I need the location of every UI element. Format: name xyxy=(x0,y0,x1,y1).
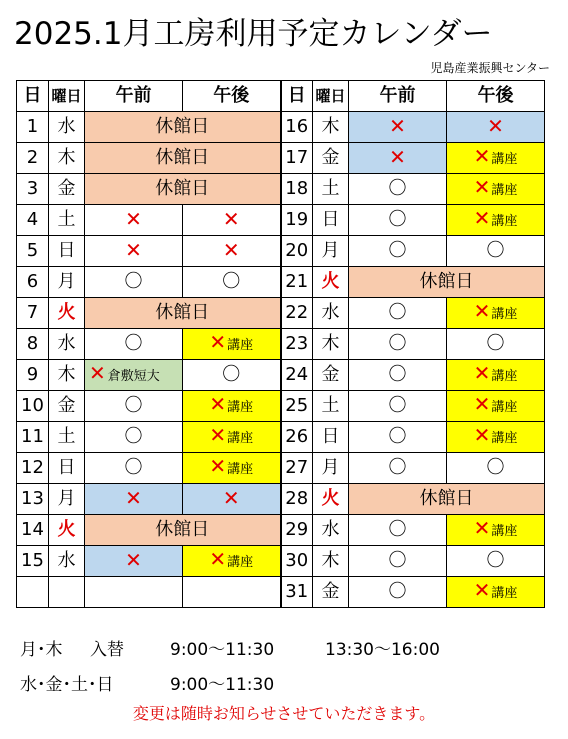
pm-slot xyxy=(447,360,545,391)
pm-slot xyxy=(183,329,281,360)
cross-mark-icon: ✕ xyxy=(389,145,406,169)
pm-slot xyxy=(447,546,545,577)
weekday: 日 xyxy=(313,422,349,453)
pm-slot xyxy=(447,577,545,608)
day-number: 10 xyxy=(17,391,49,422)
header-weekday: 曜日 xyxy=(49,81,85,112)
circle-mark-icon: 〇 xyxy=(388,457,407,478)
hours-note: 入替 xyxy=(90,640,124,660)
circle-mark-icon: 〇 xyxy=(388,240,407,261)
am-slot xyxy=(85,484,183,515)
cross-mark-icon: ✕ xyxy=(222,486,240,510)
day-number: 4 xyxy=(17,205,49,236)
calendar-table xyxy=(16,80,545,608)
table-row xyxy=(17,453,545,484)
day-number: 27 xyxy=(281,453,313,484)
weekday: 月 xyxy=(49,267,85,298)
cross-mark-icon: ✕ xyxy=(487,114,504,138)
am-slot xyxy=(85,546,183,577)
hours-row-weekday-swap xyxy=(20,640,440,660)
day-number: 11 xyxy=(17,422,49,453)
closed-label: 休館日 xyxy=(155,519,210,540)
cross-mark-icon: ✕ xyxy=(473,578,491,602)
day-number: 14 xyxy=(17,515,49,546)
cross-mark-icon: ✕ xyxy=(473,361,491,385)
weekday: 木 xyxy=(49,360,85,391)
weekday: 月 xyxy=(313,236,349,267)
am-slot xyxy=(85,391,183,422)
table-row xyxy=(17,515,545,546)
cross-mark-icon: ✕ xyxy=(125,486,142,510)
circle-mark-icon: 〇 xyxy=(124,395,143,416)
cross-mark-icon: ✕ xyxy=(473,175,491,199)
circle-mark-icon: 〇 xyxy=(388,333,407,354)
lecture-label: 講座 xyxy=(491,586,518,601)
am-slot xyxy=(349,112,447,143)
am-slot xyxy=(85,236,183,267)
cross-mark-icon: ✕ xyxy=(125,238,142,262)
am-slot xyxy=(349,546,447,577)
pm-slot xyxy=(183,205,281,236)
weekday: 木 xyxy=(49,143,85,174)
circle-mark-icon: 〇 xyxy=(486,333,505,354)
closed-cell xyxy=(85,112,281,143)
closed-cell xyxy=(85,143,281,174)
table-row xyxy=(17,236,545,267)
day-number: 21 xyxy=(281,267,313,298)
day-number: 12 xyxy=(17,453,49,484)
weekday: 水 xyxy=(313,298,349,329)
weekday: 金 xyxy=(49,391,85,422)
header-pm: 午後 xyxy=(183,81,281,112)
cross-mark-icon: ✕ xyxy=(125,548,142,572)
circle-mark-icon: 〇 xyxy=(388,364,407,385)
weekday: 水 xyxy=(49,546,85,577)
weekday: 火 xyxy=(313,484,349,515)
header-weekday: 曜日 xyxy=(313,81,349,112)
am-slot xyxy=(85,205,183,236)
table-row xyxy=(17,484,545,515)
circle-mark-icon: 〇 xyxy=(388,581,407,602)
circle-mark-icon: 〇 xyxy=(124,426,143,447)
circle-mark-icon: 〇 xyxy=(124,271,143,292)
organization-name: 児島産業振興センター xyxy=(430,61,550,75)
am-slot xyxy=(85,267,183,298)
table-row xyxy=(17,143,545,174)
header-day: 日 xyxy=(17,81,49,112)
day-number: 19 xyxy=(281,205,313,236)
closed-label: 休館日 xyxy=(419,271,474,292)
cross-mark-icon: ✕ xyxy=(209,454,227,478)
circle-mark-icon: 〇 xyxy=(388,178,407,199)
closed-cell xyxy=(85,515,281,546)
am-slot xyxy=(349,577,447,608)
am-slot xyxy=(349,422,447,453)
weekday: 土 xyxy=(49,422,85,453)
day-number: 29 xyxy=(281,515,313,546)
weekday: 日 xyxy=(313,205,349,236)
cross-mark-icon: ✕ xyxy=(209,330,227,354)
am-slot xyxy=(85,360,183,391)
circle-mark-icon: 〇 xyxy=(388,209,407,230)
am-slot xyxy=(349,515,447,546)
cross-mark-icon: ✕ xyxy=(222,238,240,262)
pm-slot xyxy=(447,422,545,453)
cross-mark-icon: ✕ xyxy=(473,392,491,416)
table-row xyxy=(17,267,545,298)
circle-mark-icon: 〇 xyxy=(388,395,407,416)
day-number: 15 xyxy=(17,546,49,577)
am-slot xyxy=(349,298,447,329)
hours-pm: 13:30～16:00 xyxy=(325,640,440,660)
table-row xyxy=(17,205,545,236)
hours-days: 月･木 xyxy=(20,640,63,660)
weekday: 月 xyxy=(313,453,349,484)
weekday: 金 xyxy=(49,174,85,205)
circle-mark-icon: 〇 xyxy=(124,333,143,354)
cross-mark-icon: ✕ xyxy=(209,423,227,447)
lecture-label: 講座 xyxy=(491,431,518,446)
day-number: 6 xyxy=(17,267,49,298)
day-number: 1 xyxy=(17,112,49,143)
hours-am: 9:00～11:30 xyxy=(170,640,275,660)
pm-slot xyxy=(183,577,281,608)
am-slot xyxy=(85,453,183,484)
cross-mark-icon: ✕ xyxy=(209,547,227,571)
pm-slot xyxy=(183,267,281,298)
header-day: 日 xyxy=(281,81,313,112)
weekday: 土 xyxy=(49,205,85,236)
closed-label: 休館日 xyxy=(419,488,474,509)
hours-am: 9:00～11:30 xyxy=(170,675,275,695)
am-slot xyxy=(349,143,447,174)
day-number: 13 xyxy=(17,484,49,515)
day-number: 16 xyxy=(281,112,313,143)
header-am: 午前 xyxy=(85,81,183,112)
weekday: 日 xyxy=(49,453,85,484)
table-row xyxy=(17,391,545,422)
circle-mark-icon: 〇 xyxy=(486,550,505,571)
cross-mark-icon: ✕ xyxy=(473,299,491,323)
pm-slot xyxy=(447,515,545,546)
table-row xyxy=(17,546,545,577)
day-number: 26 xyxy=(281,422,313,453)
weekday: 水 xyxy=(49,112,85,143)
weekday: 月 xyxy=(49,484,85,515)
circle-mark-icon: 〇 xyxy=(388,550,407,571)
pm-slot xyxy=(447,143,545,174)
circle-mark-icon: 〇 xyxy=(486,240,505,261)
closed-label: 休館日 xyxy=(155,302,210,323)
day-number: 8 xyxy=(17,329,49,360)
day-number: 23 xyxy=(281,329,313,360)
circle-mark-icon: 〇 xyxy=(222,271,241,292)
am-slot xyxy=(349,453,447,484)
lecture-label: 講座 xyxy=(227,555,254,570)
day-number: 7 xyxy=(17,298,49,329)
pm-slot xyxy=(183,484,281,515)
lecture-label: 講座 xyxy=(491,152,518,167)
weekday: 火 xyxy=(49,515,85,546)
am-slot xyxy=(349,329,447,360)
day-number: 30 xyxy=(281,546,313,577)
am-slot xyxy=(349,391,447,422)
hours-row-other xyxy=(20,675,274,695)
cross-mark-icon: ✕ xyxy=(389,114,406,138)
pm-slot xyxy=(183,360,281,391)
pm-slot xyxy=(183,391,281,422)
cross-mark-icon: ✕ xyxy=(209,392,227,416)
day-number: 22 xyxy=(281,298,313,329)
closed-label: 休館日 xyxy=(155,147,210,168)
weekday: 木 xyxy=(313,329,349,360)
weekday xyxy=(49,577,85,608)
header-am: 午前 xyxy=(349,81,447,112)
day-number: 2 xyxy=(17,143,49,174)
closed-cell xyxy=(85,174,281,205)
closed-cell xyxy=(349,267,545,298)
pm-slot xyxy=(447,453,545,484)
pm-slot xyxy=(447,391,545,422)
cross-mark-icon: ✕ xyxy=(473,423,491,447)
am-slot xyxy=(85,329,183,360)
pm-slot xyxy=(447,329,545,360)
circle-mark-icon: 〇 xyxy=(388,519,407,540)
hours-days: 水･金･土･日 xyxy=(20,675,114,695)
day-number: 28 xyxy=(281,484,313,515)
kurashiki-label: 倉敷短大 xyxy=(107,369,160,384)
day-number xyxy=(17,577,49,608)
cross-mark-icon: ✕ xyxy=(473,206,491,230)
weekday: 水 xyxy=(313,515,349,546)
table-row xyxy=(17,577,545,608)
cross-mark-icon: ✕ xyxy=(473,516,491,540)
lecture-label: 講座 xyxy=(227,431,254,446)
am-slot xyxy=(349,174,447,205)
day-number: 25 xyxy=(281,391,313,422)
closed-cell xyxy=(349,484,545,515)
lecture-label: 講座 xyxy=(491,524,518,539)
day-number: 20 xyxy=(281,236,313,267)
am-slot xyxy=(349,360,447,391)
am-slot xyxy=(85,422,183,453)
circle-mark-icon: 〇 xyxy=(124,457,143,478)
weekday: 火 xyxy=(313,267,349,298)
pm-slot xyxy=(447,112,545,143)
weekday: 金 xyxy=(313,577,349,608)
pm-slot xyxy=(183,236,281,267)
pm-slot xyxy=(447,236,545,267)
cross-mark-icon: ✕ xyxy=(125,207,142,231)
cross-mark-icon: ✕ xyxy=(222,207,240,231)
page-title: 2025.1月工房利用予定カレンダー xyxy=(14,16,493,52)
circle-mark-icon: 〇 xyxy=(388,426,407,447)
weekday: 土 xyxy=(313,174,349,205)
cross-mark-icon: ✕ xyxy=(89,361,106,385)
pm-slot xyxy=(447,205,545,236)
weekday: 火 xyxy=(49,298,85,329)
table-row xyxy=(17,112,545,143)
day-number: 24 xyxy=(281,360,313,391)
header-row xyxy=(17,81,545,112)
table-row xyxy=(17,360,545,391)
closed-label: 休館日 xyxy=(155,116,210,137)
table-row xyxy=(17,422,545,453)
lecture-label: 講座 xyxy=(491,214,518,229)
lecture-label: 講座 xyxy=(227,338,254,353)
pm-slot xyxy=(183,453,281,484)
pm-slot xyxy=(183,546,281,577)
closed-label: 休館日 xyxy=(155,178,210,199)
am-slot xyxy=(349,236,447,267)
table-row xyxy=(17,329,545,360)
lecture-label: 講座 xyxy=(491,400,518,415)
am-slot xyxy=(349,205,447,236)
table-row xyxy=(17,174,545,205)
weekday: 土 xyxy=(313,391,349,422)
lecture-label: 講座 xyxy=(227,462,254,477)
day-number: 9 xyxy=(17,360,49,391)
lecture-label: 講座 xyxy=(491,369,518,384)
weekday: 金 xyxy=(313,360,349,391)
day-number: 31 xyxy=(281,577,313,608)
day-number: 3 xyxy=(17,174,49,205)
weekday: 木 xyxy=(313,546,349,577)
pm-slot xyxy=(447,298,545,329)
header-pm: 午後 xyxy=(447,81,545,112)
day-number: 17 xyxy=(281,143,313,174)
pm-slot xyxy=(447,174,545,205)
day-number: 18 xyxy=(281,174,313,205)
weekday: 日 xyxy=(49,236,85,267)
circle-mark-icon: 〇 xyxy=(486,457,505,478)
weekday: 金 xyxy=(313,143,349,174)
notice-text: 変更は随時お知らせさせていただきます。 xyxy=(132,704,436,723)
circle-mark-icon: 〇 xyxy=(222,364,241,385)
lecture-label: 講座 xyxy=(491,183,518,198)
weekday: 水 xyxy=(49,329,85,360)
lecture-label: 講座 xyxy=(491,307,518,322)
table-row xyxy=(17,298,545,329)
closed-cell xyxy=(85,298,281,329)
day-number: 5 xyxy=(17,236,49,267)
lecture-label: 講座 xyxy=(227,400,254,415)
cross-mark-icon: ✕ xyxy=(473,144,491,168)
weekday: 木 xyxy=(313,112,349,143)
pm-slot xyxy=(183,422,281,453)
am-slot xyxy=(85,577,183,608)
circle-mark-icon: 〇 xyxy=(388,302,407,323)
